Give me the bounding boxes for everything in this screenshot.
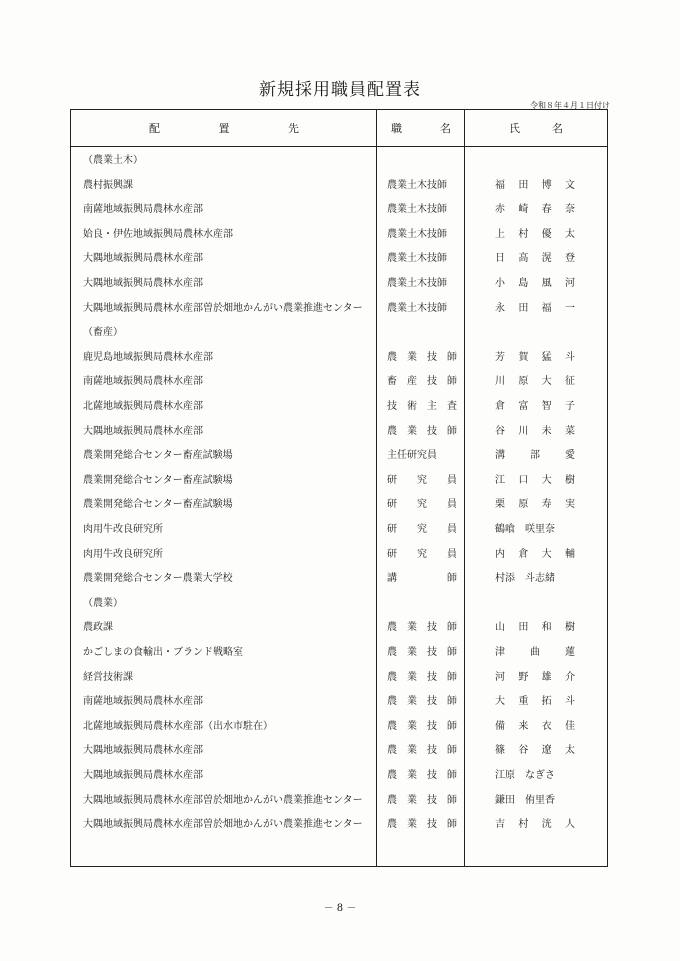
position-cell: 農 業 技 師 (387, 647, 457, 658)
name-cell: 河 野 雄 介 (495, 671, 575, 683)
name-cell: 津 曲 蓮 (495, 647, 575, 658)
position-cell: 講 師 (387, 573, 457, 585)
name-cell: 日 高 滉 登 (495, 253, 575, 265)
location-cell: 農業開発総合センター畜産試験場 (83, 450, 233, 462)
name-cell: 上 村 優 太 (495, 228, 575, 240)
location-cell: 農業開発総合センター畜産試験場 (83, 474, 233, 486)
table-row (71, 469, 607, 494)
location-cell: 肉用牛改良研究所 (83, 548, 163, 560)
name-cell: 栗 原 寿 実 (495, 499, 575, 511)
location-cell: 大隅地域振興局農林水産部曽於畑地かんがい農業推進センター (83, 302, 363, 314)
table-row (71, 813, 607, 838)
section-heading: （畜産） (83, 327, 123, 339)
position-cell: 農 業 技 師 (387, 622, 457, 634)
name-cell: 川 原 大 征 (495, 376, 575, 388)
name-cell: 大 重 拓 斗 (495, 696, 575, 708)
name-cell: 鶴喰 咲里奈 (495, 524, 555, 535)
table-row (71, 616, 607, 641)
effective-date: 令和８年４月１日付け (530, 101, 610, 110)
name-cell: 赤 崎 春 奈 (495, 204, 575, 216)
name-cell: 備 来 衣 佳 (495, 720, 575, 732)
name-cell: 福 田 博 文 (495, 179, 575, 191)
position-cell: 農 業 技 師 (387, 696, 457, 708)
table-row (71, 346, 607, 371)
location-cell: 大隅地域振興局農林水産部 (83, 745, 203, 757)
location-cell: 大隅地域振興局農林水産部 (83, 253, 203, 265)
table-row (71, 395, 607, 420)
section-heading-row (71, 321, 607, 346)
section-heading-row (71, 149, 607, 174)
table-row (71, 666, 607, 691)
name-cell: 江 口 大 樹 (495, 474, 575, 486)
table-row (71, 543, 607, 568)
location-cell: 北薩地域振興局農林水産部 (83, 401, 203, 412)
position-cell: 農業土木技師 (387, 204, 447, 216)
position-cell: 農 業 技 師 (387, 770, 457, 781)
position-cell: 農 業 技 師 (387, 425, 457, 437)
name-cell: 芳 賀 猛 斗 (495, 351, 575, 363)
location-cell: 肉用牛改良研究所 (83, 524, 163, 535)
table-row (71, 223, 607, 248)
page-title: 新規採用職員配置表 (259, 80, 421, 100)
position-cell: 農 業 技 師 (387, 819, 457, 831)
table-row (71, 764, 607, 789)
location-cell: 大隅地域振興局農林水産部 (83, 770, 203, 781)
name-cell: 永 田 福 一 (495, 302, 575, 314)
page-number: － 8 － (323, 903, 357, 914)
header-name: 氏 名 (509, 122, 563, 135)
location-cell: 農村振興課 (83, 179, 133, 191)
table-row (71, 690, 607, 715)
location-cell: 農業開発総合センター農業大学校 (83, 573, 233, 585)
position-cell: 主任研究員 (387, 450, 437, 462)
position-cell: 農業土木技師 (387, 302, 447, 314)
position-cell: 研 究 員 (387, 474, 457, 486)
name-cell: 溝 部 愛 (495, 450, 575, 462)
table-row (71, 518, 607, 543)
name-cell: 小 島 風 河 (495, 278, 575, 289)
assignment-table (70, 109, 608, 867)
location-cell: 南薩地域振興局農林水産部 (83, 204, 203, 216)
position-cell: 農 業 技 師 (387, 351, 457, 363)
header-location: 配 置 先 (149, 122, 299, 135)
location-cell: 南薩地域振興局農林水産部 (83, 376, 203, 388)
position-cell: 農業土木技師 (387, 228, 447, 240)
name-cell: 山 田 和 樹 (495, 622, 575, 634)
name-cell: 吉 村 洸 人 (495, 819, 575, 831)
location-cell: 大隅地域振興局農林水産部 (83, 278, 203, 289)
name-cell: 鎌田 侑里香 (495, 794, 555, 806)
table-row (71, 174, 607, 199)
position-cell: 農 業 技 師 (387, 794, 457, 806)
section-heading: （農業土木） (83, 155, 143, 166)
location-cell: 経営技術課 (83, 671, 133, 683)
name-cell: 村添 斗志緒 (495, 573, 555, 585)
location-cell: 大隅地域振興局農林水産部 (83, 425, 203, 437)
section-heading: （農業） (83, 597, 123, 609)
table-row (71, 641, 607, 666)
name-cell: 内 倉 大 輔 (495, 548, 575, 560)
location-cell: 北薩地域振興局農林水産部（出水市駐在） (83, 720, 273, 732)
table-row (71, 247, 607, 272)
position-cell: 農 業 技 師 (387, 745, 457, 757)
table-row (71, 198, 607, 223)
section-heading-row (71, 592, 607, 617)
table-row (71, 739, 607, 764)
table-row (71, 420, 607, 445)
name-cell: 篠 谷 遼 太 (495, 745, 575, 757)
position-cell: 農業土木技師 (387, 253, 447, 265)
location-cell: 大隅地域振興局農林水産部曽於畑地かんがい農業推進センター (83, 794, 363, 806)
name-cell: 谷 川 未 菜 (495, 425, 575, 437)
location-cell: 農業開発総合センター畜産試験場 (83, 499, 233, 511)
position-cell: 技 術 主 査 (387, 401, 457, 412)
table-row (71, 272, 607, 297)
location-cell: 大隅地域振興局農林水産部曽於畑地かんがい農業推進センター (83, 819, 363, 831)
location-cell: 南薩地域振興局農林水産部 (83, 696, 203, 708)
position-cell: 研 究 員 (387, 524, 457, 535)
position-cell: 畜 産 技 師 (387, 376, 457, 388)
table-row (71, 297, 607, 322)
position-cell: 農 業 技 師 (387, 671, 457, 683)
position-cell: 研 究 員 (387, 548, 457, 560)
location-cell: 農政課 (83, 622, 113, 634)
location-cell: かごしまの食輸出・ブランド戦略室 (83, 647, 243, 658)
table-row (71, 444, 607, 469)
table-row (71, 715, 607, 740)
table-row (71, 493, 607, 518)
table-row (71, 567, 607, 592)
table-row (71, 370, 607, 395)
name-cell: 倉 富 智 子 (495, 401, 575, 412)
header-position: 職 名 (391, 122, 451, 135)
position-cell: 農業土木技師 (387, 179, 447, 191)
position-cell: 農業土木技師 (387, 278, 447, 289)
location-cell: 鹿児島地域振興局農林水産部 (83, 351, 213, 363)
position-cell: 農 業 技 師 (387, 720, 457, 732)
name-cell: 江原 なぎさ (495, 770, 555, 781)
table-row (71, 789, 607, 814)
position-cell: 研 究 員 (387, 499, 457, 511)
location-cell: 姶良・伊佐地域振興局農林水産部 (83, 228, 233, 240)
